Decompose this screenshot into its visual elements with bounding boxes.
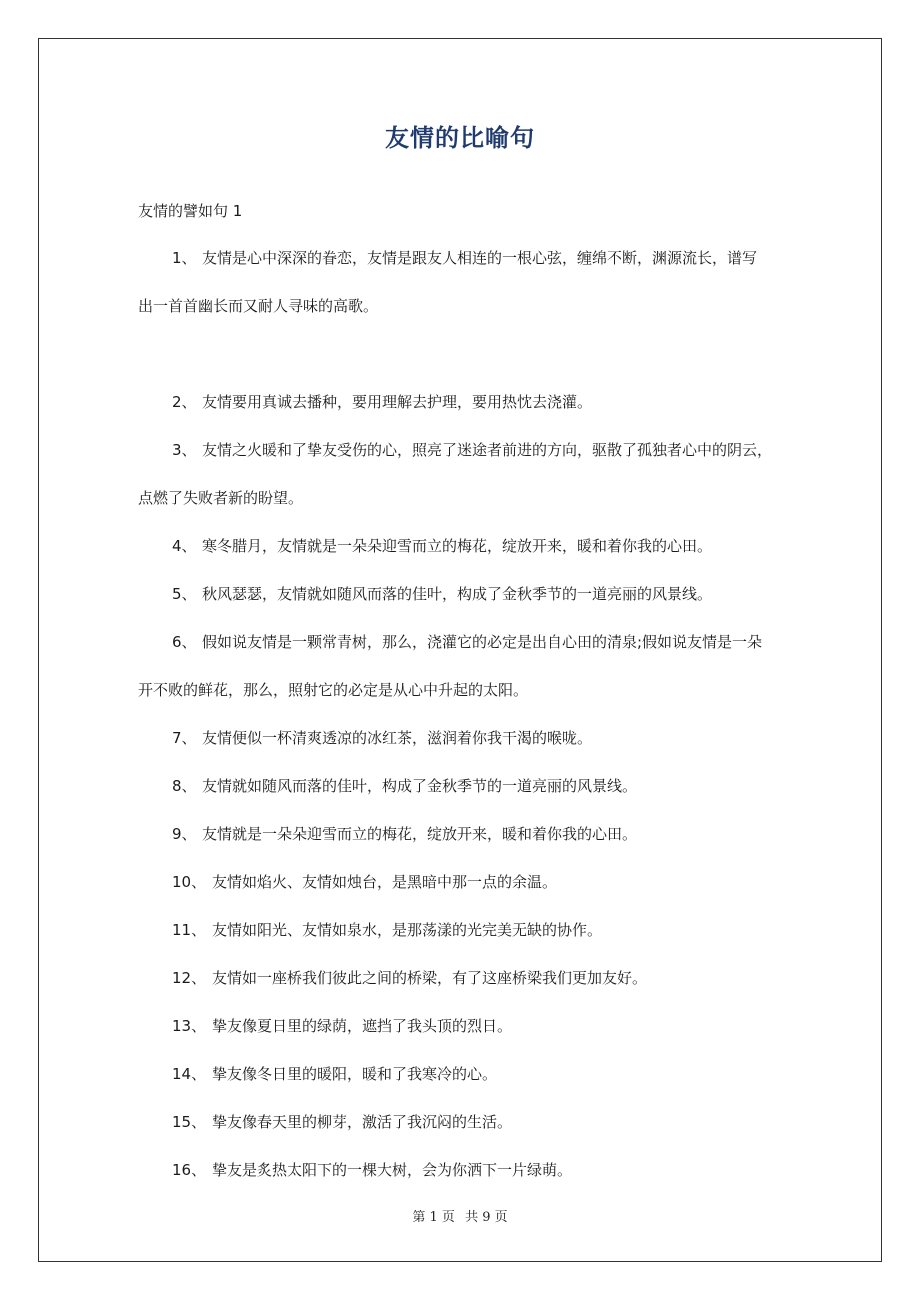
- item-number: 10、: [172, 873, 207, 891]
- item-text: 挚友是炙热太阳下的一棵大树，会为你洒下一片绿萌。: [212, 1161, 573, 1179]
- item-number: 6、: [172, 633, 197, 651]
- item-number: 12、: [172, 969, 207, 987]
- list-item: [138, 954, 788, 1002]
- item-text: 挚友像夏日里的绿荫，遮挡了我头顶的烈日。: [212, 1017, 513, 1035]
- item-number: 2、: [172, 393, 197, 411]
- item-text: 秋风瑟瑟，友情就如随风而落的佳叶，构成了金秋季节的一道亮丽的风景线。: [202, 585, 713, 603]
- item-text: 假如说友情是一颗常青树，那么，浇灌它的必定是出自心田的清泉;假如说友情是一朵: [202, 633, 763, 651]
- document-title: 友情的比喻句: [385, 124, 535, 152]
- item-text-continued: 出一首首幽长而又耐人寻味的高歌。: [138, 297, 379, 315]
- item-number: 9、: [172, 825, 197, 843]
- page-total: 共 9 页: [465, 1210, 508, 1225]
- list-item: [138, 234, 788, 330]
- item-text: 友情如一座桥我们彼此之间的桥梁，有了这座桥梁我们更加友好。: [212, 969, 648, 987]
- item-number: 7、: [172, 729, 197, 747]
- item-number: 15、: [172, 1113, 207, 1131]
- item-text: 友情是心中深深的眷恋，友情是跟友人相连的一根心弦，缠绵不断，渊源流长，谱写: [202, 249, 758, 267]
- item-number: 14、: [172, 1065, 207, 1083]
- item-text-continued: 开不败的鲜花，那么，照射它的必定是从心中升起的太阳。: [138, 681, 529, 699]
- list-item: [138, 762, 788, 810]
- list-item: [138, 426, 788, 522]
- list-item: [138, 1098, 788, 1146]
- list-item: [138, 570, 788, 618]
- item-text: 友情之火暖和了挚友受伤的心，照亮了迷途者前进的方向，驱散了孤独者心中的阴云，: [202, 441, 773, 459]
- item-text: 友情如阳光、友情如泉水，是那荡漾的光完美无缺的协作。: [212, 921, 603, 939]
- list-item: [138, 1002, 788, 1050]
- item-number: 8、: [172, 777, 197, 795]
- page-footer: [0, 1206, 920, 1225]
- item-number: 5、: [172, 585, 197, 603]
- list-item: [138, 906, 788, 954]
- section-heading: 友情的譬如句 1: [138, 202, 243, 220]
- item-text: 友情就如随风而落的佳叶，构成了金秋季节的一道亮丽的风景线。: [202, 777, 638, 795]
- list-item: [138, 378, 788, 426]
- item-text: 挚友像春天里的柳芽，激活了我沉闷的生活。: [212, 1113, 513, 1131]
- item-text: 挚友像冬日里的暖阳，暖和了我寒冷的心。: [212, 1065, 498, 1083]
- list-item: [138, 858, 788, 906]
- list-item: [138, 618, 788, 714]
- list-item: [138, 810, 788, 858]
- item-number: 3、: [172, 441, 197, 459]
- item-number: 1、: [172, 249, 197, 267]
- item-text: 友情便似一杯清爽透凉的冰红茶，滋润着你我干渴的喉咙。: [202, 729, 593, 747]
- item-number: 11、: [172, 921, 207, 939]
- item-number: 13、: [172, 1017, 207, 1035]
- list-item: [138, 522, 788, 570]
- item-number: 4、: [172, 537, 197, 555]
- list-item: [138, 1146, 788, 1194]
- item-text-continued: 点燃了失败者新的盼望。: [138, 489, 304, 507]
- item-number: 16、: [172, 1161, 207, 1179]
- item-text: 友情如焰火、友情如烛台，是黑暗中那一点的余温。: [212, 873, 558, 891]
- item-text: 友情就是一朵朵迎雪而立的梅花，绽放开来，暖和着你我的心田。: [202, 825, 638, 843]
- item-text: 寒冬腊月，友情就是一朵朵迎雪而立的梅花，绽放开来，暖和着你我的心田。: [202, 537, 713, 555]
- list-item: [138, 714, 788, 762]
- item-text: 友情要用真诚去播种，要用理解去护理，要用热忱去浇灌。: [202, 393, 593, 411]
- page-number: 第 1 页: [412, 1210, 455, 1225]
- list-item: [138, 1050, 788, 1098]
